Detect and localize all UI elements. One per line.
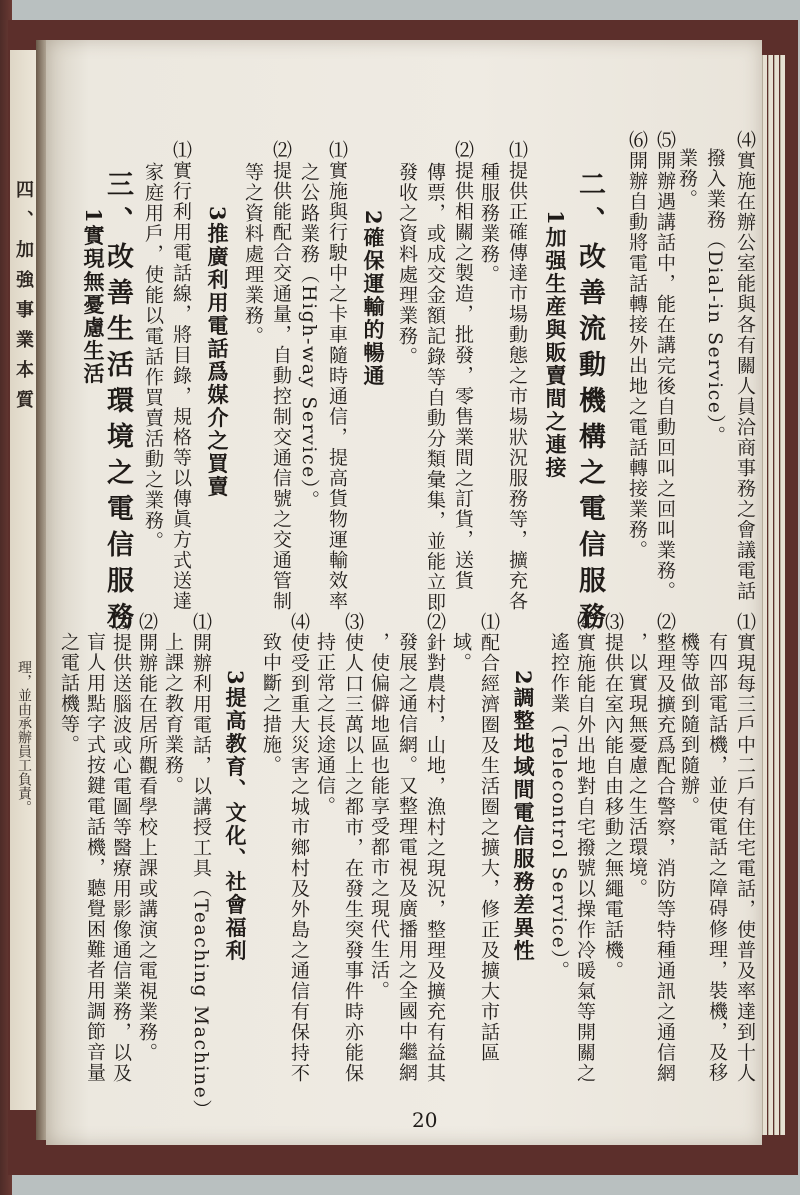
text-column: 致中斷之措施。	[260, 632, 282, 776]
text-column: ⑶提供在室內能自由移動之無繩電話機。	[602, 612, 624, 981]
text-column: ⑵提供能配合交通量，自動控制交通信號之交通管制	[270, 140, 292, 612]
page-number: 20	[412, 1108, 438, 1132]
text-column: 傳票，或成交金額記錄等自動分類彙集，並能立即	[424, 162, 446, 613]
text-column: 有四部電話機，並使電話之障碍修理，裝機，及移	[706, 632, 728, 1083]
text-column: ⑶使人口三萬以上之都市，在發生突發事件時亦能保	[342, 612, 364, 1084]
text-column: 持正常之長途通信。	[314, 632, 336, 817]
left-page-fragment	[10, 50, 36, 1110]
text-column: 上課之教育業務。	[162, 632, 184, 796]
text-column: ⑴實施與行駛中之卡車隨時通信，提高貨物運輸效率	[326, 140, 348, 612]
text-column: ⑸開辦遇講話中，能在講完後自動回叫之回叫業務。	[654, 130, 676, 602]
text-column: ⑴提供正確傳達市場動態之市場狀況服務等，擴充各	[506, 140, 528, 612]
text-column: 家庭用戶，使能以電話作買賣活動之業務。	[142, 162, 164, 552]
text-column: ⑵開辦能在居所觀看學校上課或講演之電視業務。	[136, 612, 158, 1063]
page-edge	[762, 55, 767, 1135]
subsection-heading: 2確保運輸的暢通	[361, 210, 386, 388]
left-page-text: 理，並由承辦員工負責。	[16, 660, 32, 814]
text-column: ⑵整理及擴充爲配合警察，消防等特種通訊之通信網	[654, 612, 676, 1084]
page	[46, 40, 762, 1145]
section-heading: 二、改善流動機構之電信服務	[574, 170, 605, 638]
text-column: ⑴開辦利用電話，以講授工具（Teaching Machine）	[190, 612, 212, 1120]
text-column: ⑷使受到重大災害之城市鄉村及外島之通信有保持不	[288, 612, 310, 1084]
left-page-heading: 四、加強事業本質	[13, 180, 34, 420]
text-column: 等之資料處理業務。	[242, 162, 264, 347]
text-column: ，以實現無憂慮之生活環境。	[626, 632, 648, 899]
subsection-heading: 2調整地域間電信服務差異性	[511, 670, 536, 963]
text-column: ⑴實行利用電話線，將目錄，規格等以傳眞方式送達	[170, 140, 192, 612]
subsection-heading: 3提高教育、文化、社會福利	[223, 670, 248, 963]
subsection-heading: 1實現無憂慮生活	[81, 208, 106, 386]
page-edge	[768, 55, 773, 1135]
text-column: 機等做到隨到隨辦。	[678, 632, 700, 817]
text-column: ⑵針對農村，山地，漁村之現況，整理及擴充有益其	[424, 612, 446, 1084]
text-column: 遙控作業（Telecontrol Service）。	[548, 632, 570, 981]
text-column: 種服務業務。	[478, 162, 500, 285]
page-edge	[780, 55, 785, 1135]
text-column: 業務。	[676, 148, 698, 210]
text-column: 之公路業務（High-way Service）。	[298, 162, 320, 511]
text-column: 域。	[450, 632, 472, 673]
text-column: ⑷實施能自外出地對自宅撥號以操作冷暖氣等開關之	[574, 612, 596, 1084]
text-column: 之電話機等。	[58, 632, 80, 755]
text-column: 發收之資料處理業務。	[396, 162, 418, 367]
text-column: 發展之通信網。又整理電視及廣播用之全國中繼網	[396, 632, 418, 1083]
text-column: ⑹開辦自動將電話轉接外出地之電話轉接業務。	[626, 130, 648, 561]
text-column: 撥入業務（Dial-in Service）。	[704, 148, 726, 447]
text-column: ⑷實施在辦公室能與各有關人員洽商事務之會議電話	[734, 130, 756, 602]
text-column: ⑴實現每三戶中二戶有住宅電話，使普及率達到十人	[734, 612, 756, 1084]
text-column: ⑴配合經濟圈及生活圈之擴大，修正及擴大市話區	[478, 612, 500, 1063]
page-edge	[774, 55, 779, 1135]
text-column: ⑶提供送腦波或心電圖等醫療用影像通信業務，以及	[110, 612, 132, 1084]
subsection-heading: 1加强生産與販賣間之連接	[543, 210, 568, 480]
text-column: ⑵提供相關之製造，批發，零售業間之訂貨，送貨	[452, 140, 474, 591]
subsection-heading: 3推廣利用電話爲媒介之買賣	[205, 206, 230, 499]
text-column: ，使偏僻地區也能享受都市之現代生活。	[368, 632, 390, 1001]
section-heading: 三、改善生活環境之電信服務	[102, 170, 133, 638]
text-column: 盲人用點字式按鍵電話機，聽覺困難者用調節音量	[84, 632, 106, 1083]
